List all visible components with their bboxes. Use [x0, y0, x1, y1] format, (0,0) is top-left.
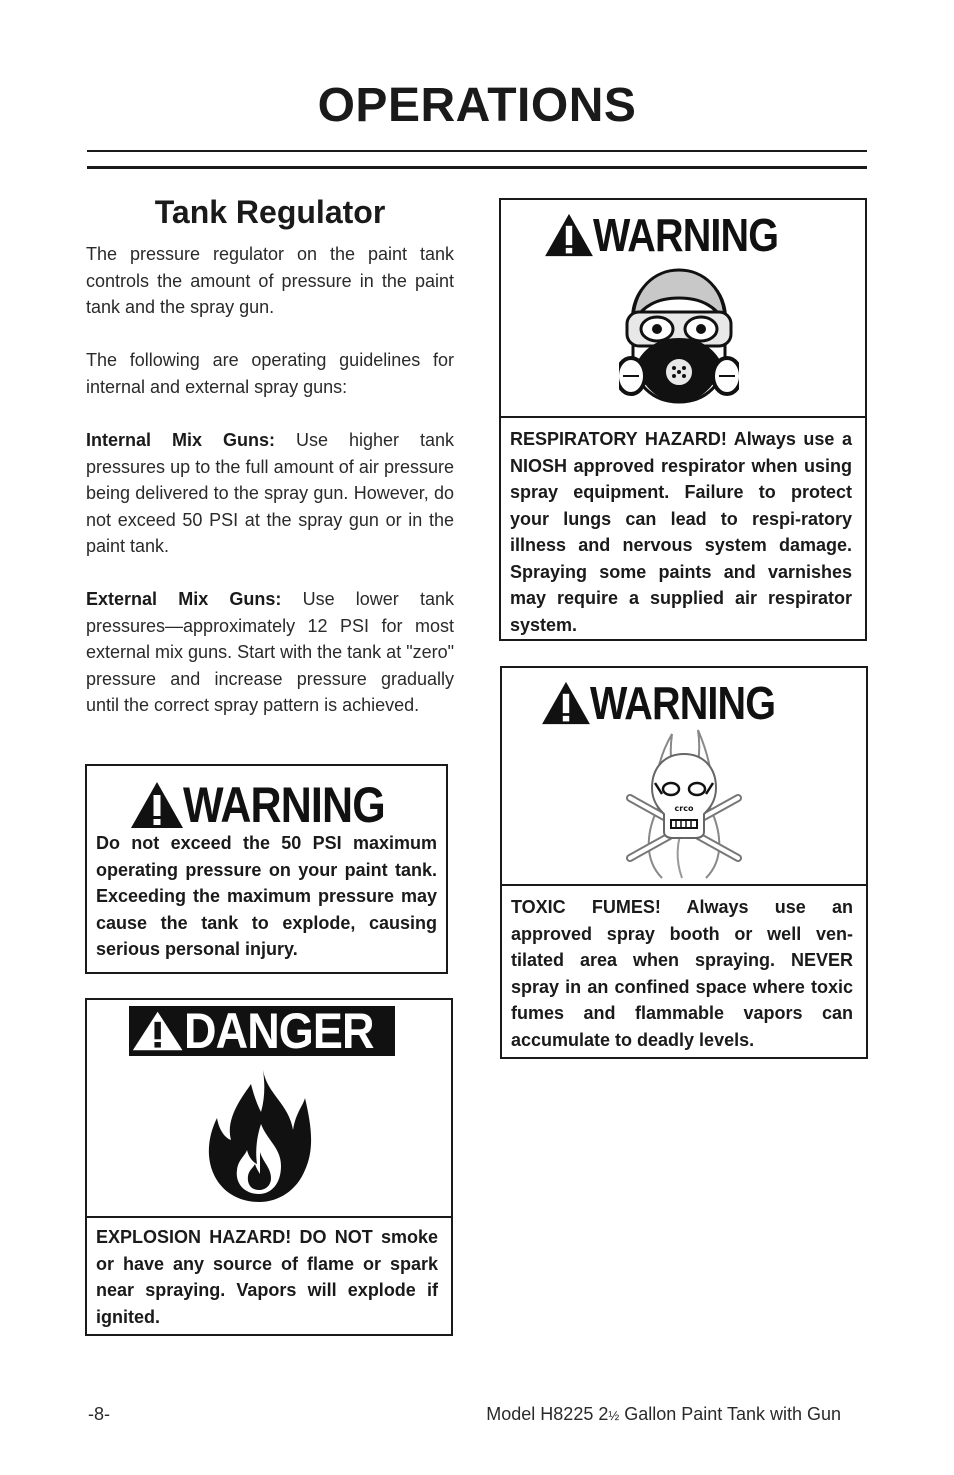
guidelines-text: The following are operating guidelines for internal and external spray guns:	[86, 350, 454, 397]
warning-pressure-text: Do not exceed the 50 PSI maximum operating pressure on your paint tank. Exceeding the maximum pressure may cause the tank to explode, causing serious personal injury.	[96, 833, 437, 959]
internal-mix-text: Use higher tank pressures up to the full amount of air pressure being delivered to the spray gun. However, do not exceed 50 PSI at the spray gun or in the paint tank.	[86, 430, 454, 556]
footer-model	[486, 1404, 841, 1425]
title-rule-top	[87, 150, 867, 152]
internal-mix-label: Internal Mix Guns:	[86, 430, 275, 450]
external-mix-text: Use lower tank pressures—approximately 12 PSI for most external mix guns. Start with the tank at "zero" pressure and increase pressure gradually until the correct spray pattern is achieved.	[86, 589, 454, 715]
respirator-icon	[619, 266, 739, 408]
section-title: Tank Regulator	[154, 194, 386, 230]
warning-toxic-box	[500, 666, 868, 1059]
danger-explosion-box	[85, 998, 453, 1336]
danger-banner	[129, 1003, 395, 1059]
toxic-divider	[502, 884, 866, 886]
warning-pressure-box	[85, 764, 448, 974]
warning-toxic-header	[540, 677, 805, 729]
warning-triangle-icon	[540, 680, 592, 726]
warning-toxic-title: WARNING	[590, 677, 776, 729]
danger-triangle-icon	[131, 1008, 184, 1054]
respiratory-divider	[501, 416, 865, 418]
page-title: OPERATIONS	[317, 79, 637, 132]
danger-title: DANGER	[184, 1003, 374, 1059]
skull-crossbones-icon	[622, 728, 746, 884]
external-mix-label: External Mix Guns:	[86, 589, 282, 609]
intro-text: The pressure regulator on the paint tank controls the amount of pressure in the paint tank and the spray gun.	[86, 244, 454, 317]
external-mix-paragraph	[86, 586, 454, 719]
svg-text:crco: crco	[674, 804, 694, 813]
footer-model-suffix: Gallon Paint Tank with Gun	[619, 1404, 841, 1424]
warning-respiratory-text: RESPIRATORY HAZARD! Always use a NIOSH approved respirator when using spray equipment. Failure to protect your lungs can lead to respi-ratory illness and nervous system damage. Spraying some paints and varnishes may require a supplied air respirator system.	[510, 429, 852, 635]
guidelines-paragraph	[86, 347, 454, 400]
intro-paragraph	[86, 241, 454, 321]
footer-model-prefix: Model H8225 2	[486, 1404, 609, 1424]
warning-pressure-title: WARNING	[183, 777, 385, 833]
internal-mix-paragraph	[86, 427, 454, 560]
footer-model-fraction: ½	[608, 1408, 620, 1423]
warning-respiratory-header	[543, 209, 808, 261]
warning-toxic-text: TOXIC FUMES! Always use an approved spray booth or well ven-tilated area when spraying. NEVER spray in an confined space where toxic fumes and flammable vapors can accumulate to deadly levels.	[511, 897, 853, 1050]
warning-pressure-header	[129, 777, 418, 833]
danger-explosion-text: EXPLOSION HAZARD! DO NOT smoke or have any source of flame or spark near spraying. Vapors will explode if ignited.	[96, 1227, 438, 1327]
warning-triangle-icon	[129, 780, 185, 830]
title-rule-bottom	[87, 166, 867, 169]
danger-divider	[87, 1216, 451, 1218]
page-number: -8-	[88, 1404, 110, 1424]
warning-triangle-icon	[543, 212, 595, 258]
warning-respiratory-box	[499, 198, 867, 641]
flame-icon	[205, 1066, 315, 1206]
warning-respiratory-title: WARNING	[593, 209, 779, 261]
